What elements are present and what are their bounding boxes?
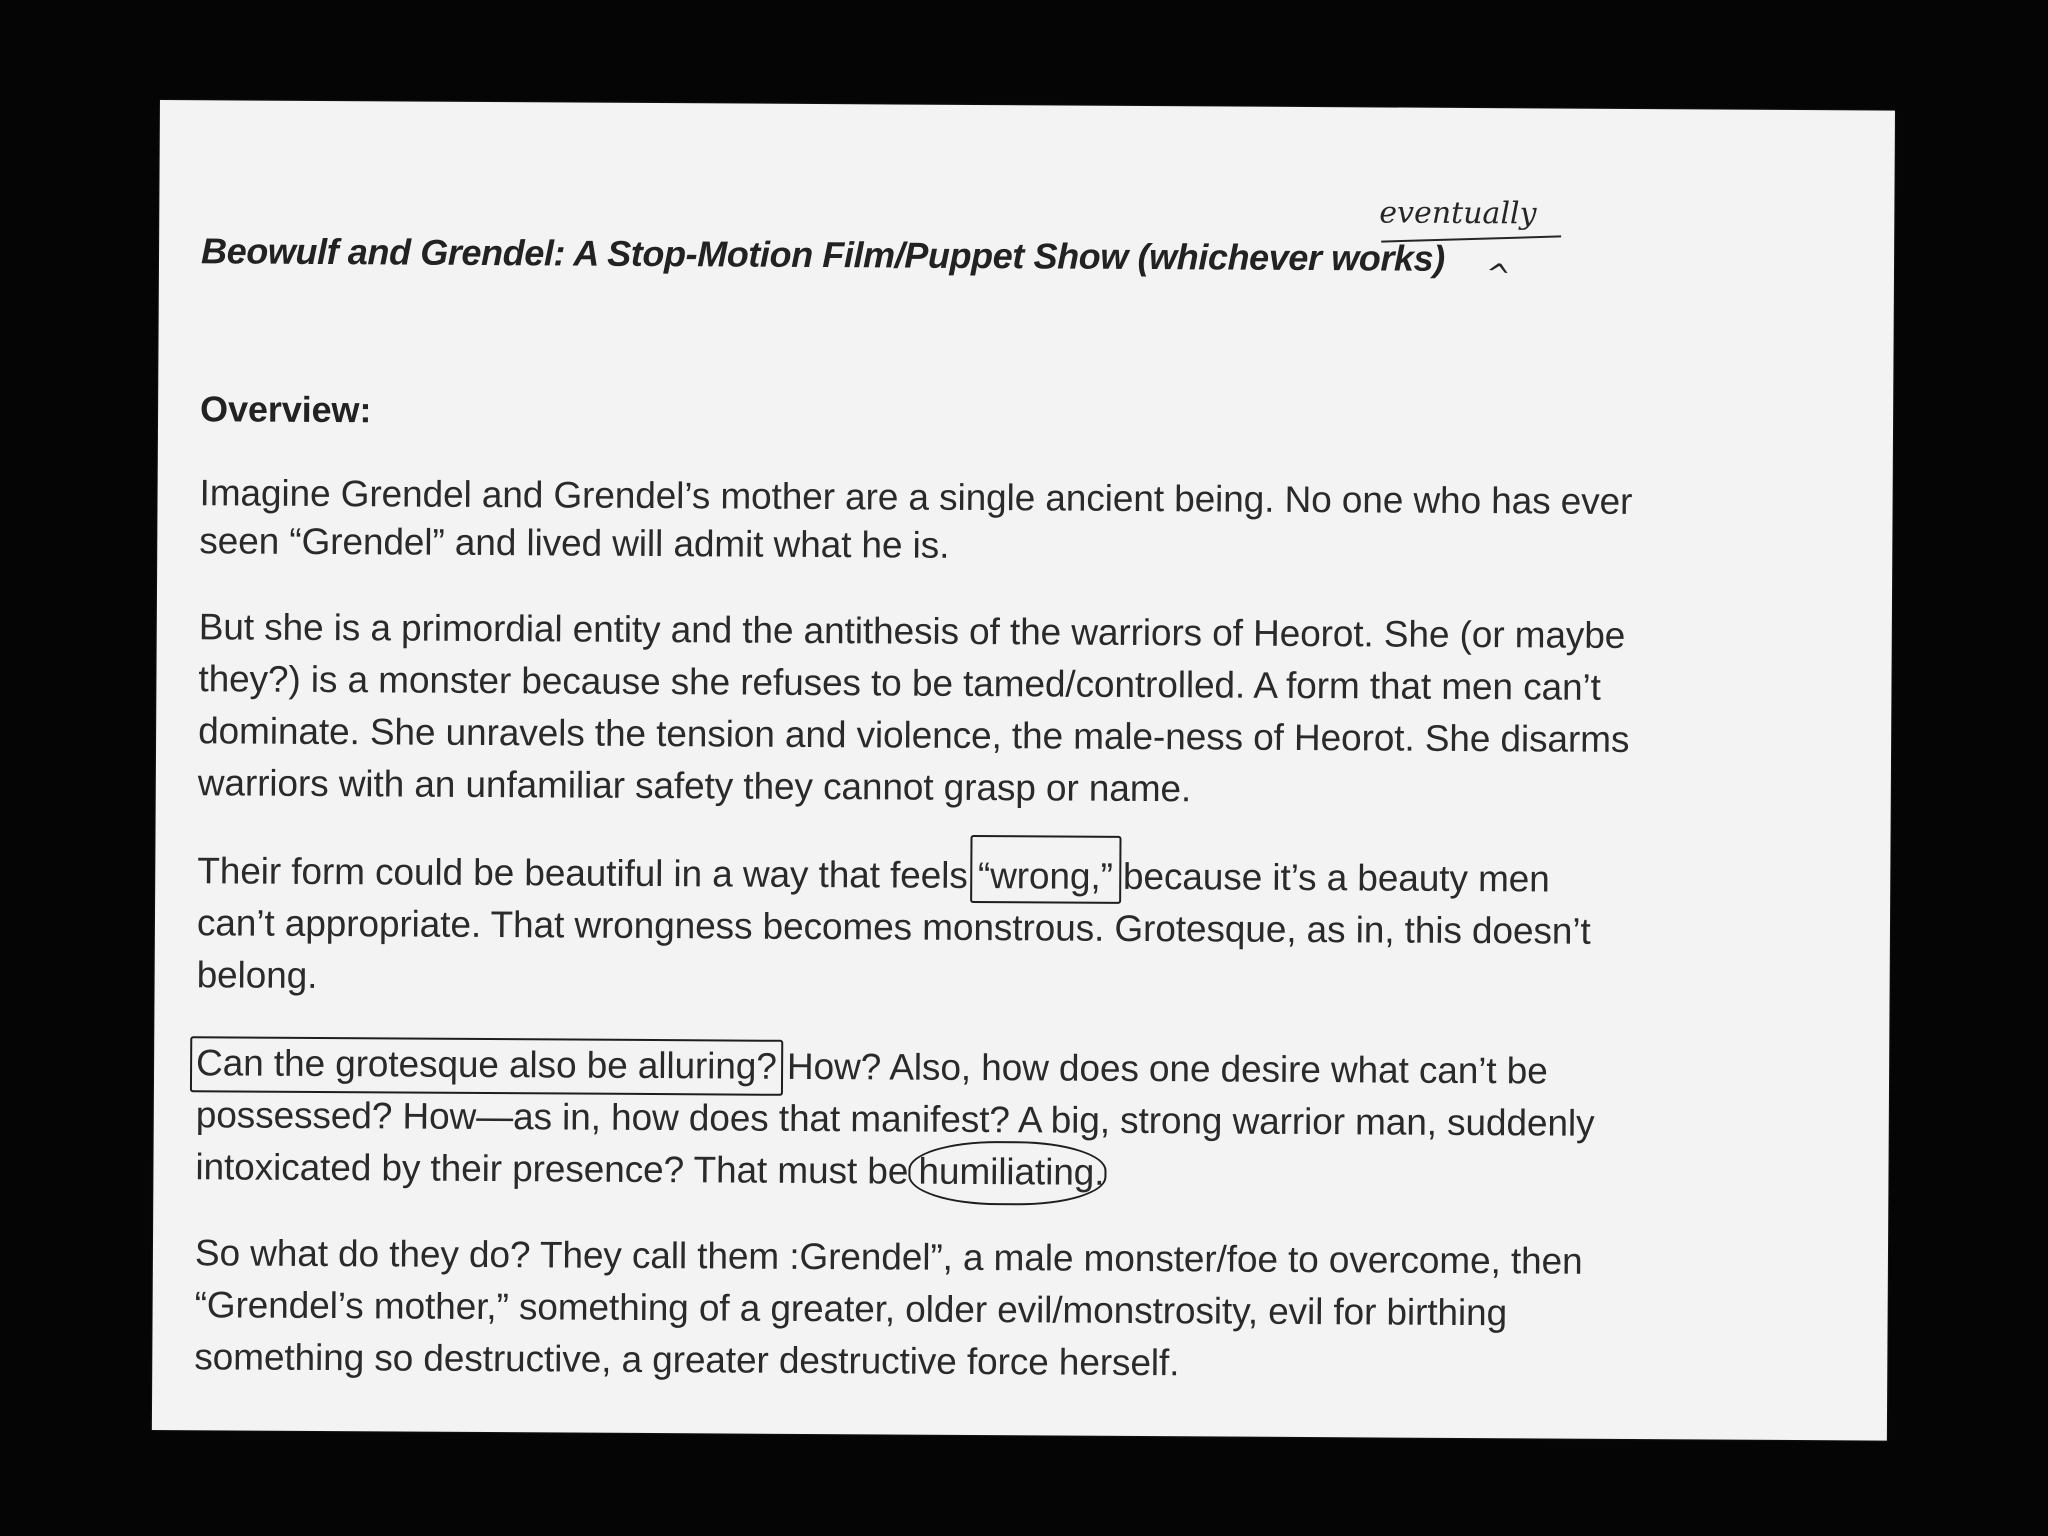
paragraph-4-line-2: possessed? How—as in, how does that manifest? A big, strong warrior man, suddenly xyxy=(195,1094,1595,1144)
paragraph-5-line-1: So what do they do? They call them :Grendel”, a male monster/foe to overcome, then xyxy=(194,1232,1583,1282)
circled-word-humiliating: humiliating xyxy=(918,1149,1094,1196)
paragraph-4-line-1 xyxy=(196,1040,1548,1094)
paragraph-2-line-2: they?) is a monster because she refuses to be tamed/controlled. A form that men can’t xyxy=(198,658,1601,708)
paragraph-2-line-3: dominate. She unravels the tension and violence, the male-ness of Heorot. She disarms xyxy=(198,710,1630,760)
paragraph-4-text-start: intoxicated by their presence? That must be xyxy=(195,1146,919,1192)
paragraph-3-text-end: because it’s a beauty men xyxy=(1112,855,1550,900)
paragraph-5-line-3: something so destructive, a greater destructive force herself. xyxy=(194,1336,1180,1384)
paragraph-3-line-3: belong. xyxy=(196,954,318,996)
paragraph-5-line-2: “Grendel’s mother,” something of a greater, older evil/monstrosity, evil for birthing xyxy=(194,1284,1508,1334)
title-text-end: works) xyxy=(1321,237,1445,279)
insertion-caret: ^ xyxy=(1482,256,1514,296)
paragraph-1-line-2: seen “Grendel” and lived will admit what he is. xyxy=(199,520,950,566)
paragraph-1-line-1: Imagine Grendel and Grendel’s mother are a single ancient being. No one who has ever xyxy=(199,472,1633,523)
paragraph-3-line-2: can’t appropriate. That wrongness becomes monstrous. Grotesque, as in, this doesn’t xyxy=(196,902,1591,952)
document-title xyxy=(201,228,1445,282)
paragraph-4-line-3 xyxy=(195,1144,1104,1196)
paragraph-2-line-4: warriors with an unfamiliar safety they cannot grasp or name. xyxy=(197,762,1192,810)
boxed-word-wrong: “wrong,” xyxy=(978,853,1113,900)
paragraph-4-period: . xyxy=(1094,1151,1105,1193)
boxed-question: Can the grotesque also be alluring? xyxy=(196,1040,777,1090)
overview-heading: Overview: xyxy=(199,388,372,431)
paper-sheet xyxy=(152,100,1895,1441)
paragraph-4-text: How? Also, how does one desire what can’t be xyxy=(776,1045,1548,1092)
handwritten-insertion: eventually xyxy=(1379,195,1537,232)
paragraph-3-text: Their form could be beautiful in a way that feels xyxy=(197,850,979,897)
paragraph-3-line-1 xyxy=(197,848,1550,902)
title-text: Beowulf and Grendel: A Stop-Motion Film/Puppet Show (whichever xyxy=(200,230,1322,279)
paragraph-2-line-1: But she is a primordial entity and the antithesis of the warriors of Heorot. She (or maybe xyxy=(198,606,1626,656)
